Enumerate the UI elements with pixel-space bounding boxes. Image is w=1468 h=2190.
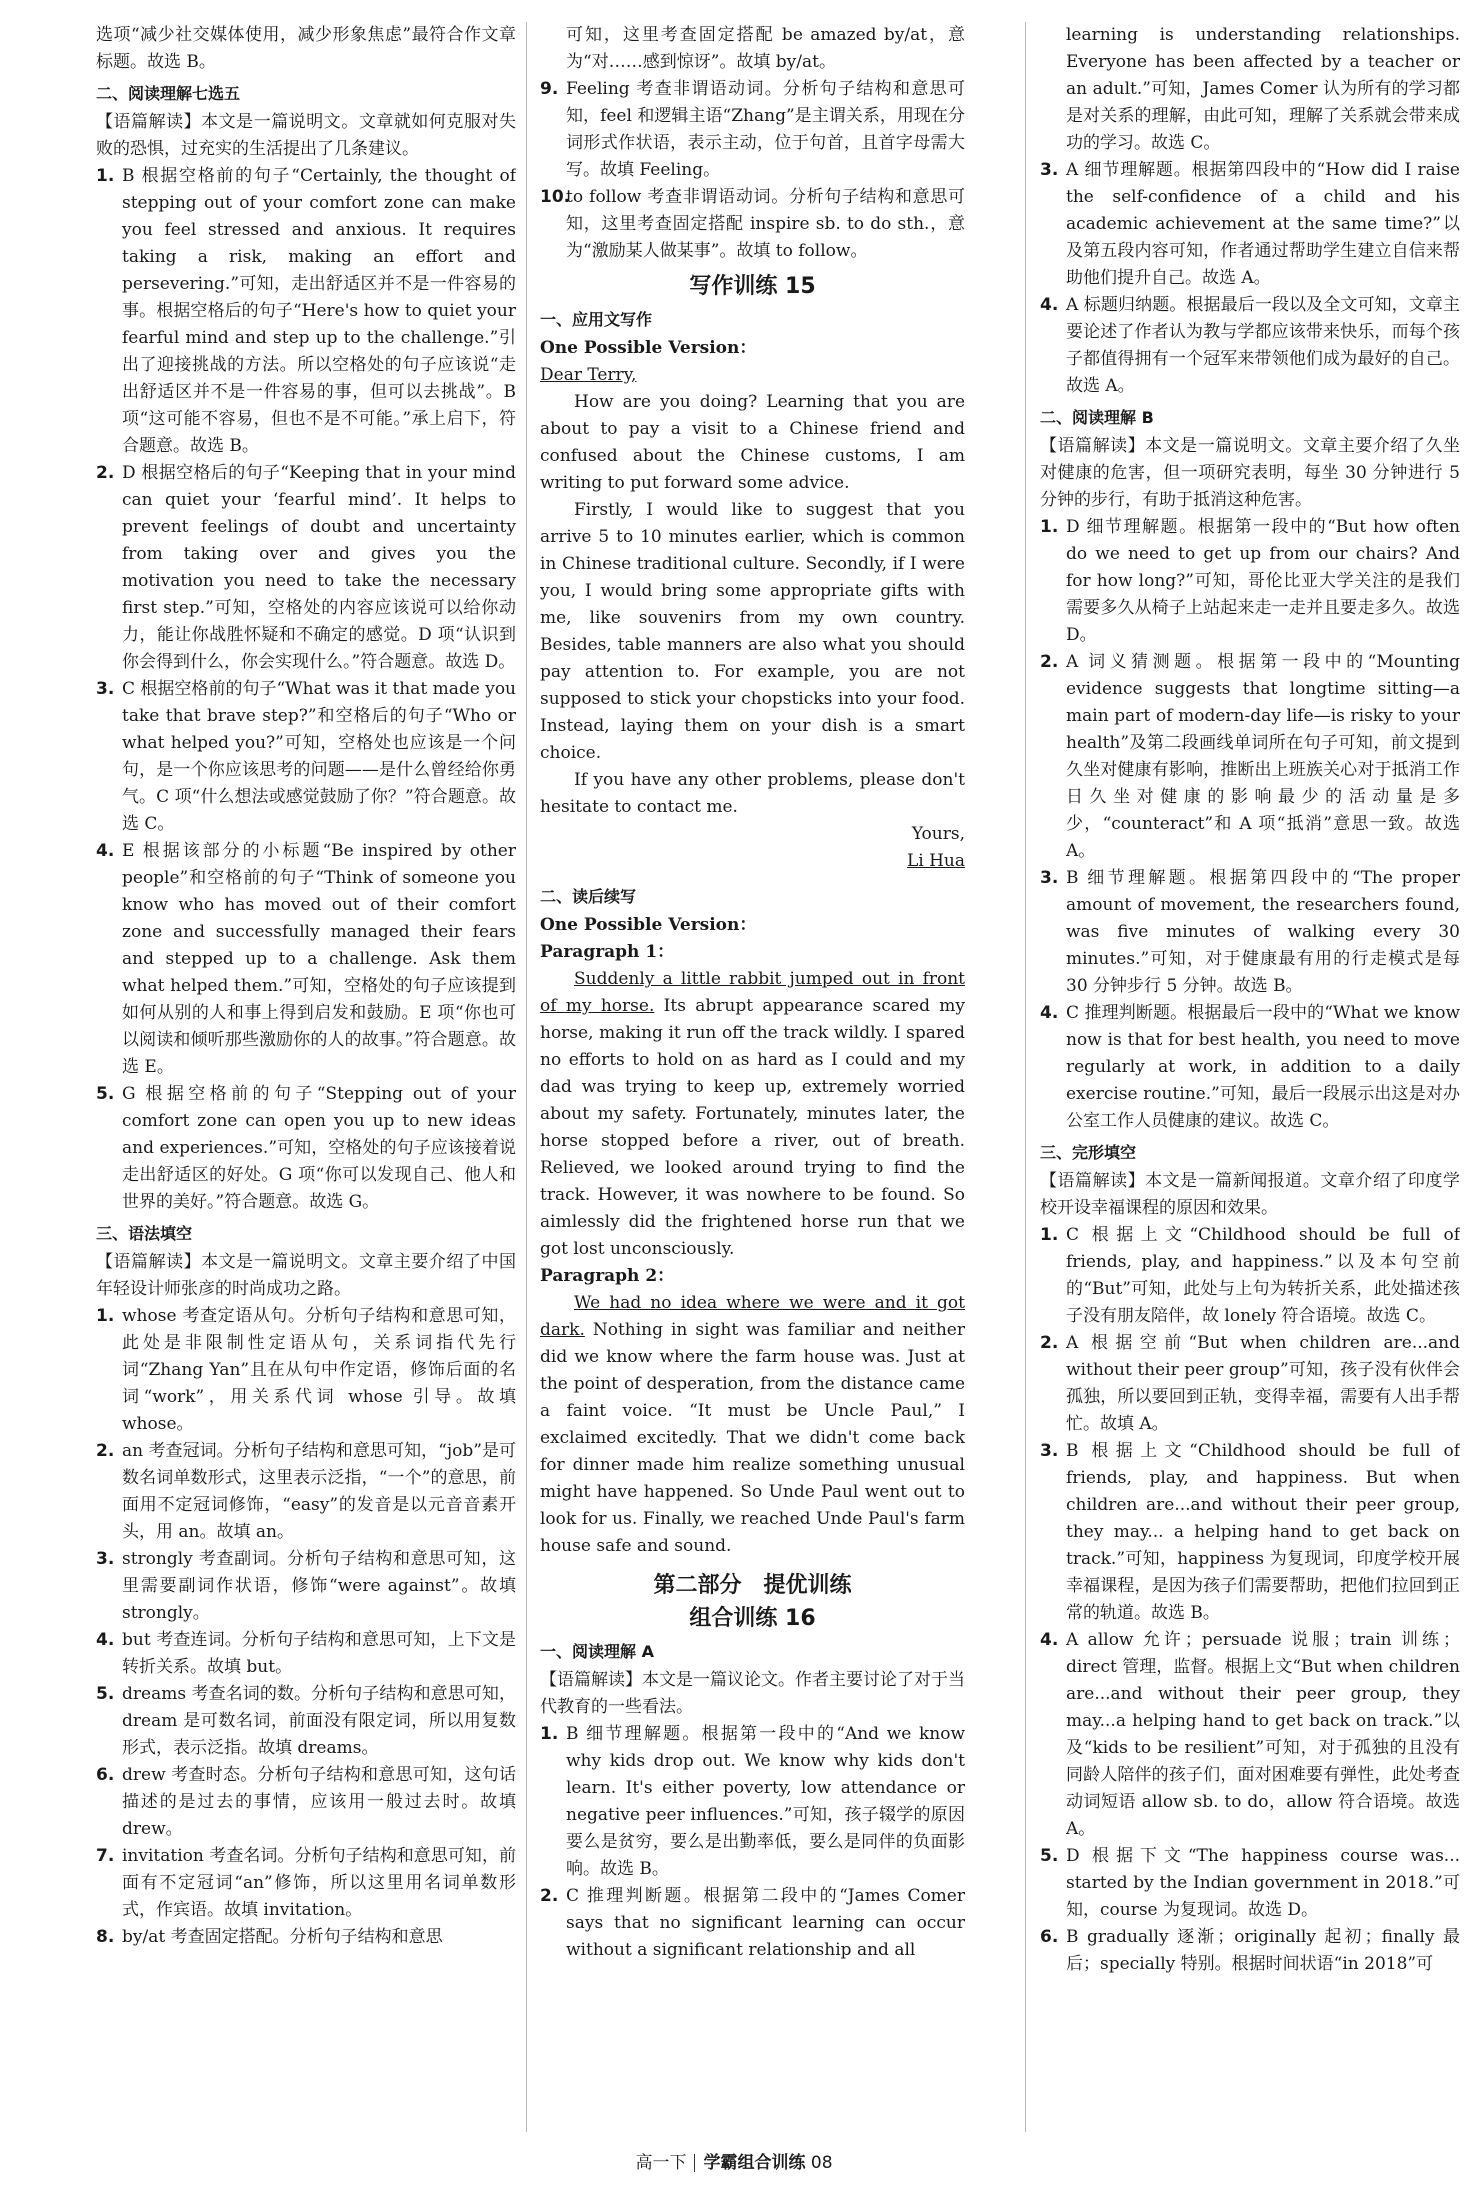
section-heading-cloze: 三、完形填空 [1040, 1143, 1137, 1162]
seven-list [96, 163, 516, 1216]
version-label: One Possible Version： [540, 338, 757, 358]
item-number: 3. [96, 1549, 115, 1569]
column-divider [526, 22, 527, 2132]
item-number: 10. [540, 187, 571, 207]
item-text: D 根据下文“The happiness course was... started by the Indian government in 2018.”可知，course 为复现词。故选 D。 [1066, 1846, 1460, 1920]
letter-signature: Li Hua [906, 851, 965, 871]
item-number: 4. [96, 1630, 115, 1650]
answer-item [96, 838, 516, 1081]
item-number: 3. [96, 679, 115, 699]
answer-item [1040, 1843, 1460, 1924]
paragraph-label: Paragraph 1： [540, 942, 675, 962]
answer-item [1040, 514, 1460, 649]
cloze-summary: 【语篇解读】本文是一篇新闻报道。文章介绍了印度学校开设幸福课程的原因和效果。 [1040, 1171, 1460, 1218]
item-text: E 根据该部分的小标题“Be inspired by other people”和空格前的句子“Think of someone you know who has moved out of their comfort zone and successfully managed their fears and stepped up to a challenge. Ask them what helped them.”可知，空格处的句子应该提到如何从别的人和事上得到启发和鼓励。E 项“你也可以阅读和倾听那些激励你的人的故事。”符合题意。故选 E。 [122, 841, 516, 1077]
page-number: 08 [810, 2153, 833, 2173]
letter-greeting: Dear Terry, [540, 365, 637, 385]
item-number: 1. [96, 166, 115, 186]
item-text: B 细节理解题。根据第一段中的“And we know why kids drop out. We know why kids don't learn. It's either poverty, low attendance or negative peer influences.”可知，孩子辍学的原因要么是贫穷，要么是出勤率低，要么是同伴的负面影响。故选 B。 [566, 1724, 965, 1879]
answer-item [96, 1627, 516, 1681]
writing-title: 写作训练 15 [689, 274, 816, 299]
item-number: 2. [96, 1441, 115, 1461]
item-number: 5. [96, 1084, 115, 1104]
item-number: 3. [1040, 160, 1059, 180]
item-text: A allow 允许；persuade 说服；train 训练；direct 管理，监督。根据上文“But when children are...and without their peer group, they may...a helping hand to get back on track.”以及“kids to be resilient”可知，对于孤独的且没有同龄人陪伴的孩子们，面对困难要有弹性，此处考查动词短语 allow sb. to do，allow 符合语境。故选 A。 [1066, 1630, 1460, 1839]
answer-item [540, 1883, 965, 1964]
item-text: B 根据上文“Childhood should be full of friends, play, and happiness. But when children are...and without their peer group, they may... a helping hand to get back on track.”可知，happiness 为复现词，印度学校开展幸福课程，是因为孩子们需要帮助，把他们拉回到正常的轨道。故选 B。 [1066, 1441, 1460, 1623]
item-number: 8. [96, 1927, 115, 1947]
answer-item [96, 1546, 516, 1627]
answer-item [1040, 865, 1460, 1000]
continuation-paragraph [540, 1290, 965, 1560]
item-text: by/at 考查固定搭配。分析句子结构和意思 [122, 1927, 443, 1947]
letter-paragraph: If you have any other problems, please don't hesitate to contact me. [540, 770, 965, 817]
section-heading-continuation: 二、读后续写 [540, 887, 637, 906]
item-text: Feeling 考查非谓语动词。分析句子结构和意思可知，feel 和逻辑主语“Zhang”是主谓关系，用现在分词形式作状语，表示主动，位于句首，且首字母需大写。故填 Feeling。 [566, 79, 965, 180]
answer-item [1040, 1627, 1460, 1843]
answer-item [1040, 292, 1460, 400]
item-text: whose 考查定语从句。分析句子结构和意思可知，此处是非限制性定语从句，关系词指代先行词“Zhang Yan”且在从句中作定语，修饰后面的名词“work”，用关系代词 whose 引导。故填 whose。 [122, 1306, 516, 1434]
grammar-list [96, 1303, 516, 1951]
answer-item [96, 163, 516, 460]
item-text: C 根据空格前的句子“What was it that made you take that brave step?”和空格后的句子“Who or what helped you?”可知，空格处也应该是一个问句，是一个你应该思考的问题——是什么曾经给你勇气。C 项“什么想法或感觉鼓励了你？”符合题意。故选 C。 [122, 679, 516, 834]
page-footer [0, 2150, 1468, 2177]
item-text: D 细节理解题。根据第一段中的“But how often do we need to get up from our chairs? And for how long?”可知，哥伦比亚大学关注的是我们需要多久从椅子上站起来走一走并且要走多久。故选 D。 [1066, 517, 1460, 645]
column-divider [1025, 22, 1026, 2132]
intro-text: 选项“减少社交媒体使用，减少形象焦虑”最符合作文章标题。故选 B。 [96, 25, 516, 72]
continuation-paragraph [540, 966, 965, 1263]
item-text: but 考查连词。分析句子结构和意思可知，上下文是转折关系。故填 but。 [122, 1630, 516, 1677]
section-heading-reading-b: 二、阅读理解 B [1040, 408, 1154, 427]
item-text: B 细节理解题。根据第四段中的“The proper amount of movement, the researchers found, was five minutes of walking every 30 minutes.”可知，对于健康最有用的行走模式是每 30 分钟步行 5 分钟。故选 B。 [1066, 868, 1460, 996]
answer-item [1040, 1438, 1460, 1627]
seven-summary: 【语篇解读】本文是一篇说明文。文章就如何克服对失败的恐惧，过充实的生活提出了几条建议。 [96, 112, 516, 159]
item-text: dreams 考查名词的数。分析句子结构和意思可知，dream 是可数名词，前面没有限定词，所以用复数形式，表示泛指。故填 dreams。 [122, 1684, 516, 1758]
reading-a-summary: 【语篇解读】本文是一篇议论文。作者主要讨论了对于当代教育的一些看法。 [540, 1670, 965, 1717]
item-text: B gradually 逐渐；originally 起初；finally 最后；specially 特别。根据时间状语“in 2018”可 [1066, 1927, 1460, 1974]
item-text: drew 考查时态。分析句子结构和意思可知，这句话描述的是过去的事情，应该用一般过去时。故填 drew。 [122, 1765, 516, 1839]
item-number: 1. [1040, 1225, 1059, 1245]
answer-item [1040, 1222, 1460, 1330]
answer-item [96, 1303, 516, 1438]
letter-paragraph: How are you doing? Learning that you are about to pay a visit to a Chinese friend and confused about the Chinese customs, I am writing to put forward some advice. [540, 392, 965, 493]
column-right [1040, 22, 1460, 1978]
footer-brand: 学霸组合训练 [703, 2153, 806, 2173]
item-number: 5. [1040, 1846, 1059, 1866]
item-number: 7. [96, 1846, 115, 1866]
item-text: D 根据空格后的句子“Keeping that in your mind can quiet your ‘fearful mind’. It helps to prevent feelings of doubt and uncertainty from taking over and gives you the motivation you need to take the necessary first step.”可知，空格处的内容应该说可以给你动力，能让你战胜怀疑和不确定的感觉。D 项“认识到你会得到什么，你会实现什么。”符合题意。故选 D。 [122, 463, 516, 672]
continuation-text: Its abrupt appearance scared my horse, making it run off the track wildly. I spared no efforts to hold on as hard as I could and my dad was trying to keep up, extremely worried about my safety. Fortunately, minutes later, the horse stopped before a river, out of breath. Relieved, we looked around trying to find the track. However, it was nowhere to be found. So aimlessly did the frightened horse run that we got lost unconsciously. [540, 996, 965, 1259]
section-heading-application: 一、应用文写作 [540, 310, 653, 329]
paragraph-label: Paragraph 2： [540, 1266, 675, 1286]
item-number: 2. [1040, 652, 1059, 672]
item-text: an 考查冠词。分析句子结构和意思可知，“job”是可数名词单数形式，这里表示泛指，“一个”的意思，前面用不定冠词修饰，“easy”的发音是以元音音素开头，用 an。故填 an。 [122, 1441, 516, 1542]
answer-item [96, 460, 516, 676]
item-text: C 推理判断题。根据第二段中的“James Comer says that no significant learning can occur without a significant relationship and all [566, 1886, 965, 1960]
reading-b-summary: 【语篇解读】本文是一篇说明文。文章主要介绍了久坐对健康的危害，但一项研究表明，每坐 30 分钟进行 5 分钟的步行，有助于抵消这种危害。 [1040, 436, 1460, 510]
answer-item [1040, 1000, 1460, 1135]
item-number: 6. [96, 1765, 115, 1785]
item-number: 3. [1040, 868, 1059, 888]
continued-text: 可知，这里考查固定搭配 be amazed by/at，意为“对……感到惊讶”。故填 by/at。 [566, 25, 965, 72]
footer-separator [694, 2154, 695, 2172]
item-number: 2. [96, 463, 115, 483]
answer-item [1040, 1330, 1460, 1438]
item-number: 1. [1040, 517, 1059, 537]
continued-text: learning is understanding relationships. Everyone has been affected by a teacher or an adult.”可知，James Comer 认为所有的学习都是对关系的理解，由此可知，理解了关系就会带来成功的学习。故选 C。 [1066, 25, 1460, 153]
letter-paragraph: Firstly, I would like to suggest that you arrive 5 to 10 minutes earlier, which is common in Chinese traditional culture. Secondly, if I were you, I would bring some appropriate gifts with me, like souvenirs from my own country. Besides, table manners are also what you should pay attention to. For example, you are not supposed to stick your chopsticks into your food. Instead, laying them on your dish is a smart choice. [540, 500, 965, 763]
answer-item [96, 676, 516, 838]
item-number: 5. [96, 1684, 115, 1704]
section-heading-grammar: 三、语法填空 [96, 1224, 193, 1243]
item-text: A 根据空前“But when children are...and without their peer group”可知，孩子没有伙伴会孤独，所以要回到正轨，变得幸福，需要有人出手帮忙。故填 A。 [1066, 1333, 1460, 1434]
item-text: invitation 考查名词。分析句子结构和意思可知，前面有不定冠词“an”修饰，所以这里用名词单数形式，作宾语。故填 invitation。 [122, 1846, 516, 1920]
part-title: 第二部分 提优训练 [653, 1573, 852, 1598]
answer-item [96, 1762, 516, 1843]
answer-item [96, 1681, 516, 1762]
item-text: strongly 考查副词。分析句子结构和意思可知，这里需要副词作状语，修饰“were against”。故填 strongly。 [122, 1549, 516, 1623]
column-middle [540, 22, 965, 1964]
section-heading-seven: 二、阅读理解七选五 [96, 84, 241, 103]
answer-item [1040, 1924, 1460, 1978]
answer-item [540, 1721, 965, 1883]
answer-item [540, 184, 965, 265]
answer-item [96, 1924, 516, 1951]
footer-grade: 高一下 [635, 2153, 687, 2173]
version-label: One Possible Version： [540, 915, 757, 935]
item-text: B 根据空格前的句子“Certainly, the thought of stepping out of your comfort zone can make you feel stressed and anxious. It requires taking a risk, making an effort and persevering.”可知，走出舒适区并不是一件容易的事。根据空格后的句子“Here's how to quiet your fearful mind and step up to the challenge.”引出了迎接挑战的方法。所以空格处的句子应该说“走出舒适区并不是一件容易的事，但可以去挑战”。B 项“这可能不容易，但也不是不可能。”承上启下，符合题意。故选 B。 [122, 166, 516, 456]
item-text: C 推理判断题。根据最后一段中的“What we know now is that for best health, you need to move regularly at work, in addition to a daily exercise routine.”可知，最后一段展示出这是对办公室工作人员健康的建议。故选 C。 [1066, 1003, 1460, 1131]
item-text: C 根据上文“Childhood should be full of friends, play, and happiness.”以及本句空前的“But”可知，此处与上句为转折关系，此处描述孩子没有朋友陪伴，故 lonely 符合语境。故选 C。 [1066, 1225, 1460, 1326]
answer-item [96, 1081, 516, 1216]
answer-item [96, 1438, 516, 1546]
combo-title: 组合训练 16 [689, 1606, 816, 1631]
continuation-text: Nothing in sight was familiar and neither did we know where the farm house was. Just at the point of desperation, from the distance came a faint voice. “It must be Uncle Paul,” I exclaimed excitedly. That we didn't come back for dinner made him realize something unusual might have happened. So Unde Paul went out to look for us. Finally, we reached Unde Paul's farm house safe and sound. [540, 1320, 965, 1556]
given-first-sentence: We had no idea where we were and it got dark. [540, 1293, 965, 1340]
item-number: 1. [96, 1306, 115, 1326]
given-first-sentence: Suddenly a little rabbit jumped out in front of my horse. [540, 969, 965, 1016]
item-number: 6. [1040, 1927, 1059, 1947]
item-number: 4. [1040, 295, 1059, 315]
grammar-summary: 【语篇解读】本文是一篇说明文。文章主要介绍了中国年轻设计师张彦的时尚成功之路。 [96, 1252, 516, 1299]
item-text: A 细节理解题。根据第四段中的“How did I raise the self-confidence of a child and his academic achievement at the same time?”以及第五段内容可知，作者通过帮助学生建立自信来帮助他们提升自己。故选 A。 [1066, 160, 1460, 288]
item-number: 4. [1040, 1003, 1059, 1023]
item-text: G 根据空格前的句子“Stepping out of your comfort zone can open you up to new ideas and experiences.”可知，空格处的句子应该接着说走出舒适区的好处。G 项“你可以发现自己、他人和世界的美好。”符合题意。故选 G。 [122, 1084, 516, 1212]
item-number: 2. [540, 1886, 559, 1906]
item-number: 3. [1040, 1441, 1059, 1461]
letter-closing: Yours, [911, 824, 965, 844]
answer-item [96, 1843, 516, 1924]
item-number: 4. [96, 841, 115, 861]
item-text: A 词义猜测题。根据第一段中的“Mounting evidence suggests that longtime sitting—a main part of modern-day life—is risky to your health”及第二段画线单词所在句子可知，前文提到久坐对健康有影响，推断出上班族关心对于抵消工作日久坐对健康的影响最少的活动量是多少，“counteract”和 A 项“抵消”意思一致。故选 A。 [1066, 652, 1460, 861]
item-text: A 标题归纳题。根据最后一段以及全文可知，文章主要论述了作者认为教与学都应该带来快乐，而每个孩子都值得拥有一个冠军来带领他们成为最好的自己。故选 A。 [1066, 295, 1460, 396]
answer-item [1040, 157, 1460, 292]
item-number: 2. [1040, 1333, 1059, 1353]
answer-item [540, 76, 965, 184]
item-number: 4. [1040, 1630, 1059, 1650]
item-number: 9. [540, 79, 559, 99]
column-left [96, 22, 516, 1951]
item-number: 1. [540, 1724, 559, 1744]
answer-item [1040, 649, 1460, 865]
section-heading-reading-a: 一、阅读理解 A [540, 1642, 654, 1661]
item-text: to follow 考查非谓语动词。分析句子结构和意思可知，这里考查固定搭配 inspire sb. to do sth.，意为“激励某人做某事”。故填 to follow。 [566, 187, 965, 261]
